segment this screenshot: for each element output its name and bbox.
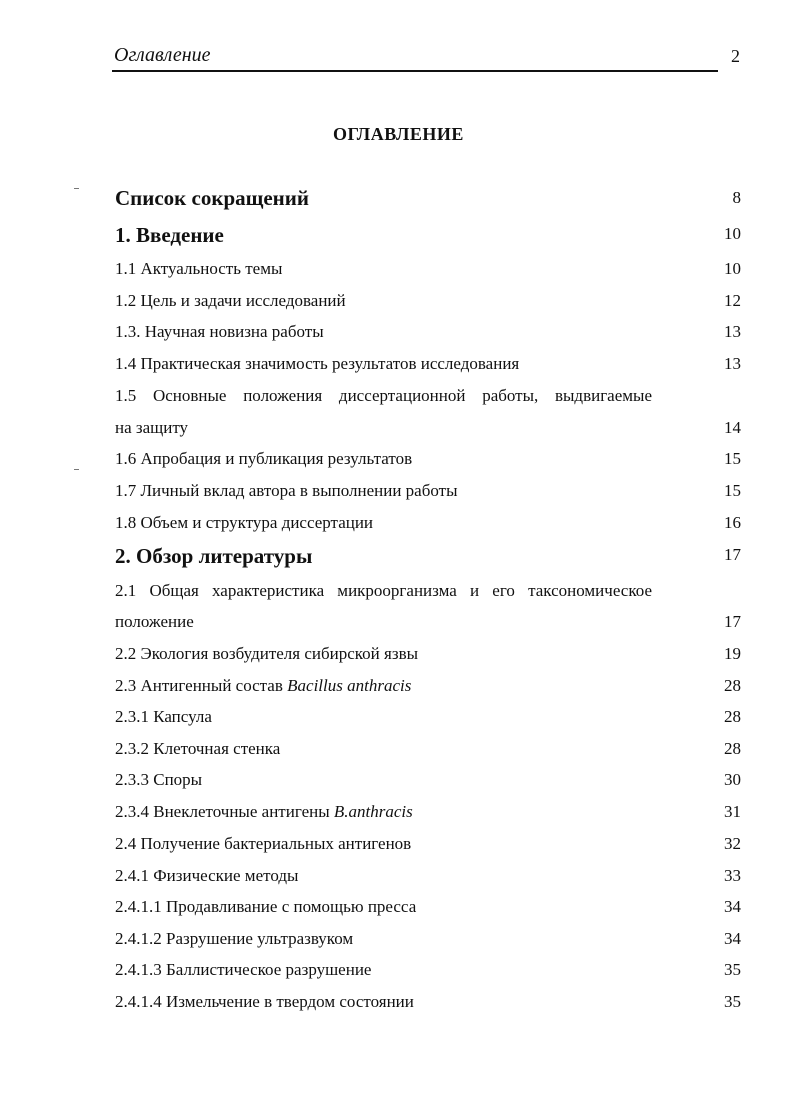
species-name-italic: B.anthracis xyxy=(333,802,413,821)
running-header-title: Оглавление xyxy=(114,44,211,66)
toc-entry-2-4[interactable]: 2.4 Получение бактериальных антигенов xyxy=(115,834,412,853)
toc-page-number: 35 xyxy=(724,960,741,979)
toc-page-number: 35 xyxy=(724,992,741,1011)
toc-entry-chapter-1[interactable]: 1. Введение xyxy=(115,223,224,247)
toc-entry-1-7[interactable]: 1.7 Личный вклад автора в выполнении работы xyxy=(115,481,458,500)
toc-page-number: 13 xyxy=(724,322,741,341)
species-name-italic: Bacillus anthracis xyxy=(287,676,412,695)
toc-entry-1-2[interactable]: 1.2 Цель и задачи исследований xyxy=(115,291,346,310)
toc-entry-2-4-1[interactable]: 2.4.1 Физические методы xyxy=(115,866,299,885)
toc-entry-1-5-continuation[interactable]: на защиту xyxy=(115,418,189,437)
toc-entry-2-4-1-2[interactable]: 2.4.1.2 Разрушение ультразвуком xyxy=(115,929,354,948)
running-header-page-number: 2 xyxy=(731,46,740,66)
header-rule xyxy=(112,70,718,72)
toc-entry-2-1-continuation[interactable]: положение xyxy=(115,612,194,631)
toc-entry-1-1[interactable]: 1.1 Актуальность темы xyxy=(115,259,283,278)
toc-entry-1-5[interactable]: 1.5 Основные положения диссертационной работы, выдвигаемые xyxy=(115,386,652,405)
toc-page-number: 34 xyxy=(724,897,741,916)
toc-entry-1-6[interactable]: 1.6 Апробация и публикация результатов xyxy=(115,449,413,468)
toc-page-number: 28 xyxy=(724,739,741,758)
toc-page-number: 15 xyxy=(724,449,741,468)
toc-page-number: 32 xyxy=(724,834,741,853)
toc-page-number: 28 xyxy=(724,676,741,695)
toc-page-number: 17 xyxy=(724,612,741,631)
toc-entry-text: 2.3.4 Внеклеточные антигены xyxy=(115,802,334,821)
toc-page-number: 19 xyxy=(724,644,741,663)
toc-page-number: 33 xyxy=(724,866,741,885)
toc-page-number: 14 xyxy=(724,418,741,437)
toc-entry-2-3-2[interactable]: 2.3.2 Клеточная стенка xyxy=(115,739,281,758)
toc-entry-1-3[interactable]: 1.3. Научная новизна работы xyxy=(115,322,324,341)
toc-entry-2-4-1-1[interactable]: 2.4.1.1 Продавливание с помощью пресса xyxy=(115,897,417,916)
toc-entry-2-4-1-4[interactable]: 2.4.1.4 Измельчение в твердом состоянии xyxy=(115,992,414,1011)
toc-entry-2-3-3[interactable]: 2.3.3 Споры xyxy=(115,770,203,789)
toc-page-number: 12 xyxy=(724,291,741,310)
toc-entry-2-4-1-3[interactable]: 2.4.1.3 Баллистическое разрушение xyxy=(115,960,372,979)
toc-page-number: 10 xyxy=(724,224,741,243)
toc-entry-1-8[interactable]: 1.8 Объем и структура диссертации xyxy=(115,513,374,532)
toc-page-number: 8 xyxy=(732,188,741,207)
margin-mark xyxy=(74,469,79,470)
toc-page-number: 30 xyxy=(724,770,741,789)
toc-entry-1-4[interactable]: 1.4 Практическая значимость результатов исследования xyxy=(115,354,520,373)
toc-entry-abbreviations[interactable]: Список сокращений xyxy=(115,186,309,210)
toc-page-number: 13 xyxy=(724,354,741,373)
toc-entry-chapter-2[interactable]: 2. Обзор литературы xyxy=(115,544,313,568)
toc-entry-2-3-1[interactable]: 2.3.1 Капсула xyxy=(115,707,212,726)
toc-page-number: 16 xyxy=(724,513,741,532)
toc-entry-2-2[interactable]: 2.2 Экология возбудителя сибирской язвы xyxy=(115,644,419,663)
toc-page-number: 34 xyxy=(724,929,741,948)
toc-entry-2-3[interactable] xyxy=(115,676,411,696)
toc-page-number: 28 xyxy=(724,707,741,726)
toc-entry-2-1[interactable]: 2.1 Общая характеристика микроорганизма и его таксономическое xyxy=(115,581,652,600)
margin-mark xyxy=(74,188,79,189)
toc-page-number: 15 xyxy=(724,481,741,500)
toc-entry-2-3-4[interactable] xyxy=(115,802,413,822)
toc-entry-text: 2.3 Антигенный состав xyxy=(115,676,288,695)
toc-page-number: 10 xyxy=(724,259,741,278)
toc-page-number: 17 xyxy=(724,545,741,564)
toc-page-number: 31 xyxy=(724,802,741,821)
document-heading: ОГЛАВЛЕНИЕ xyxy=(333,124,464,144)
